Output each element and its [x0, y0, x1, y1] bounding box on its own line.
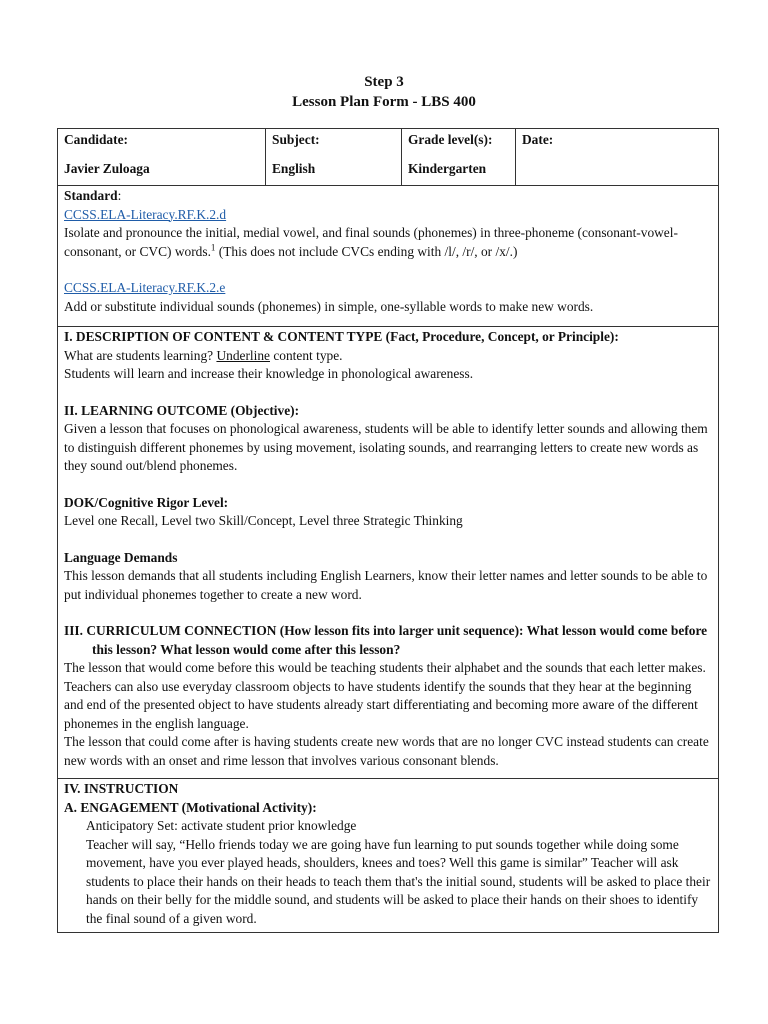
grade-cell [402, 129, 516, 186]
section-1-body: Students will learn and increase their knowledge in phonological awareness. [64, 366, 474, 381]
subject-cell [266, 129, 402, 186]
language-heading: Language Demands [64, 549, 178, 565]
prompt-underline: Underline [216, 347, 270, 363]
anticipatory-set: Anticipatory Set: activate student prior knowledge [86, 818, 357, 833]
content-row [58, 327, 719, 779]
section-3-body-2: The lesson that could come after is having students create new words that are no longer CVC instead students can create new words with an onset and rime lesson that involves various consonant blends. [64, 734, 709, 768]
lesson-plan-table [57, 128, 719, 933]
form-title: Lesson Plan Form - LBS 400 [292, 94, 476, 110]
standard-text-1b: (This does not include CVCs ending with /l/, /r/, or /x/.) [215, 243, 518, 259]
standard-cell [58, 186, 719, 327]
candidate-value: Javier Zuloaga [64, 160, 150, 176]
standard-link-rf-k-2-e[interactable]: CCSS.ELA-Literacy.RF.K.2.e [64, 280, 226, 295]
footnote-marker: 1 [210, 242, 216, 253]
prompt-text-a: What are students learning? [64, 347, 217, 363]
grade-label: Grade level(s): [408, 132, 493, 147]
content-cell [58, 327, 719, 779]
section-1-heading: I. DESCRIPTION OF CONTENT & CONTENT TYPE (Fact, Procedure, Concept, or Principle): [64, 329, 619, 344]
section-2-body: Given a lesson that focuses on phonological awareness, students will be able to identify letter sounds and allowing them to distinguish different phonemes by using movement, isolating sounds, and rearranging letters to create new words as they sound out/blend phonemes. [64, 421, 708, 473]
section-3-heading: III. CURRICULUM CONNECTION (How lesson fits into larger unit sequence): What lesson would come before this lesson? What lesson would come after this lesson? [64, 623, 708, 657]
candidate-label: Candidate: [64, 132, 128, 147]
engagement-heading: A. ENGAGEMENT (Motivational Activity): [64, 799, 317, 815]
standard-link-rf-k-2-d[interactable]: CCSS.ELA-Literacy.RF.K.2.d [64, 206, 227, 222]
standard-text-2: Add or substitute individual sounds (phonemes) in simple, one-syllable words to make new words. [64, 298, 594, 314]
subject-label: Subject: [272, 132, 320, 147]
standard-label: Standard [64, 188, 118, 203]
dok-body: Level one Recall, Level two Skill/Concept, Level three Strategic Thinking [64, 513, 463, 528]
dok-heading: DOK/Cognitive Rigor Level: [64, 494, 229, 510]
grade-value: Kindergarten [408, 160, 487, 176]
section-1-prompt [64, 347, 712, 366]
language-body: This lesson demands that all students including English Learners, know their letter names and letter sounds to be able to put individual phonemes together to create a new word. [64, 568, 708, 602]
standard-text-1a: Isolate and pronounce the initial, medial vowel, and final sounds (phonemes) in three-phoneme (consonant-vowel-consonant, or CVC) words. [64, 225, 678, 259]
standard-colon: : [117, 188, 122, 203]
section-3-body-1: The lesson that would come before this would be teaching students their alphabet and the sounds that each letter makes. Teachers can also use everyday classroom objects to have students identify the sounds that they hear at the beginning and end of the presented object to have students already start differentiating and becoming more aware of the different phonemes in the english language. [64, 660, 706, 731]
document-titles [0, 72, 768, 112]
date-label: Date: [522, 132, 554, 147]
standard-row [58, 186, 719, 327]
step-title: Step 3 [364, 74, 404, 90]
standard-text-1 [64, 224, 712, 261]
section-4-heading: IV. INSTRUCTION [64, 781, 179, 796]
subject-value: English [272, 160, 316, 176]
candidate-cell [58, 129, 266, 186]
prompt-text-b: content type. [270, 347, 343, 363]
engagement-body: Teacher will say, “Hello friends today we are going have fun learning to put sounds together while doing some movement, have you ever played heads, shoulders, knees and toes? Well this game is similar” Teacher will ask students to place their hands on their heads to teach them that's the initial sound, students will be asked to place their hands on their belly for the middle sound, and students will be asked to place their hands on their shoes to identify the final sound of a given word. [86, 836, 711, 926]
info-row [58, 129, 719, 186]
date-cell [516, 129, 719, 186]
section-2-heading: II. LEARNING OUTCOME (Objective): [64, 402, 300, 418]
instruction-cell [58, 779, 719, 933]
instruction-row [58, 779, 719, 933]
